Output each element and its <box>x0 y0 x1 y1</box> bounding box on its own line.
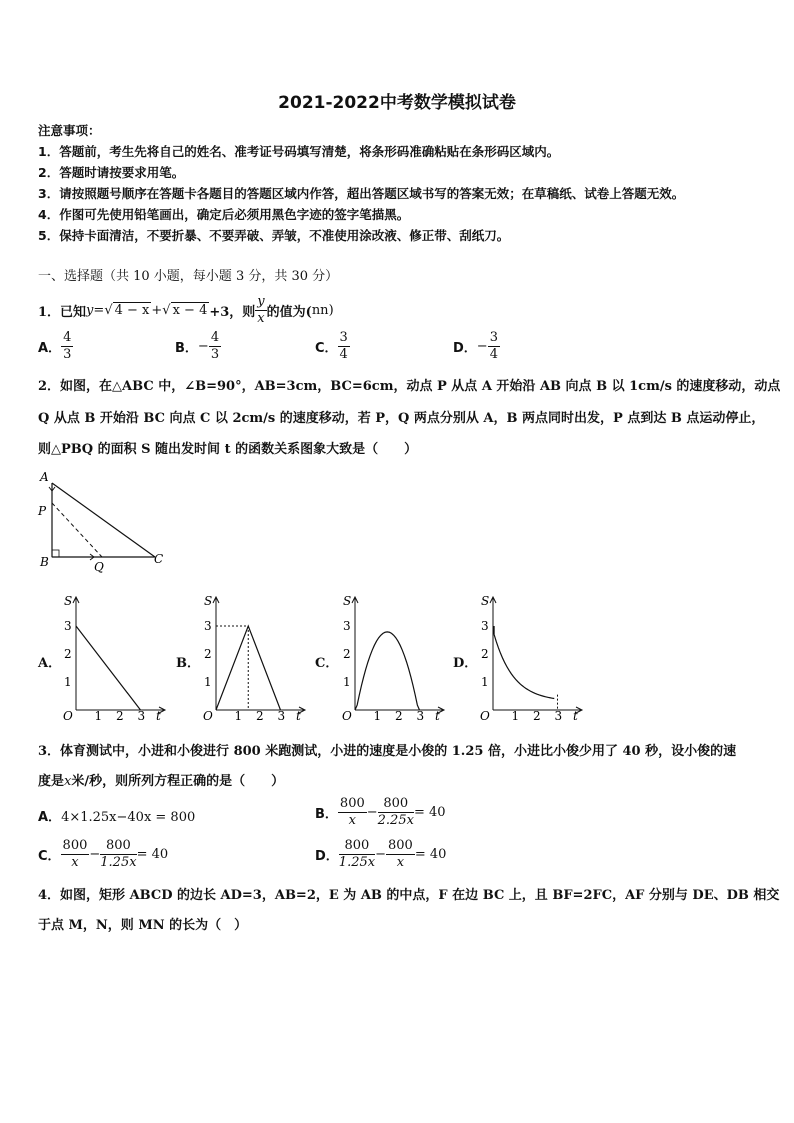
x-tick-label: 3 <box>554 709 563 722</box>
curve-line <box>355 632 420 710</box>
question-1 <box>38 290 334 330</box>
segment-pq <box>52 503 102 557</box>
notice-item-5: 5．保持卡面清洁，不要折暴、不要弄破、弄皱，不准使用涂改液、修正带、刮纸刀。 <box>38 228 510 243</box>
y-tick-label: 1 <box>343 675 351 689</box>
x-tick-label: 1 <box>511 709 520 722</box>
q1-y: y <box>86 302 94 318</box>
y-axis-label: S <box>64 594 73 608</box>
x-tick-label: 3 <box>277 709 286 722</box>
label-a: A <box>40 470 49 484</box>
x-axis-label: t <box>156 709 161 722</box>
x-axis-label: t <box>296 709 301 722</box>
y-axis-label: S <box>343 594 352 608</box>
q1-tail: +3，则 <box>209 304 256 320</box>
sqrt-icon: √ <box>104 302 113 318</box>
y-axis-label: S <box>204 594 213 608</box>
q3-line-2: 度是x米/秒，则所列方程正确的是（ ） <box>38 774 285 789</box>
notice-item-1: 1．答题前，考生先将自己的姓名、准考证号码填写清楚，将条形码准确粘贴在条形码区域内。 <box>38 144 560 159</box>
label-q: Q <box>94 560 104 574</box>
q3-option-c[interactable]: C． $\frac{800}{x}$ − $\frac{800}{1.25x}$ = 40 <box>38 838 169 870</box>
notice-heading: 注意事项： <box>38 123 101 138</box>
y-tick-label: 3 <box>481 619 489 633</box>
q2-line-2: Q 从点 B 开始沿 BC 向点 C 以 2cm/s 的速度移动，若 P，Q 两点分别从 A，B 两点同时出发，P 点到达 B 点运动停止， <box>38 411 765 426</box>
graph-c[interactable] <box>337 592 447 722</box>
right-angle-mark <box>52 550 59 557</box>
x-axis-label: t <box>573 709 578 722</box>
triangle-figure <box>30 465 180 575</box>
notice-item-4: 4．作图可先使用铅笔画出，确定后必须用黑色字迹的签字笔描黑。 <box>38 207 410 222</box>
q2-option-c-label[interactable]: C． <box>315 656 339 671</box>
x-tick-label: 3 <box>416 709 425 722</box>
q1-plus: + <box>151 302 163 318</box>
q4-line-1: 4．如图，矩形 ABCD 的边长 AD=3，AB=2，E 为 AB 的中点，F 在边 BC 上，且 BF=2FC，AF 分别与 DE、DB 相交 <box>38 888 780 903</box>
q4-line-2: 于点 M，N，则 MN 的长为（ ） <box>38 918 248 933</box>
q1-option-b[interactable]: B． − $\frac{4}{3}$ <box>175 330 220 362</box>
q1-fraction: $\frac{y}{x}$ <box>257 293 265 326</box>
x-tick-label: 3 <box>137 709 146 722</box>
x-tick-label: 2 <box>256 709 264 722</box>
q3-option-d[interactable]: D． $\frac{800}{1.25x}$ − $\frac{800}{x}$ = 40 <box>315 838 447 870</box>
y-tick-label: 3 <box>64 619 72 633</box>
q1-option-d[interactable]: D． − $\frac{3}{4}$ <box>453 330 498 362</box>
y-tick-label: 3 <box>343 619 351 633</box>
q1-blank: nn <box>311 302 329 318</box>
q2-option-b-label[interactable]: B． <box>176 656 200 671</box>
graph-d[interactable] <box>475 592 585 722</box>
origin-label: O <box>480 709 490 722</box>
label-b: B <box>40 555 49 569</box>
q3-option-a[interactable]: A．4×1.25x−40x = 800 <box>38 810 196 825</box>
q2-option-a-label[interactable]: A． <box>38 656 62 671</box>
graph-b[interactable] <box>198 592 308 722</box>
q1-eq: = <box>93 302 105 318</box>
q1-root1: 4 − x <box>114 303 150 318</box>
x-tick-label: 2 <box>116 709 124 722</box>
y-axis-label: S <box>481 594 490 608</box>
page-title: 2021-2022中考数学模拟试卷 <box>278 93 516 113</box>
x-tick-label: 1 <box>373 709 382 722</box>
x-axis-label: t <box>435 709 440 722</box>
origin-label: O <box>63 709 73 722</box>
y-tick-label: 2 <box>64 647 72 661</box>
origin-label: O <box>203 709 213 722</box>
origin-label: O <box>342 709 352 722</box>
notice-item-3: 3．请按照题号顺序在答题卡各题目的答题区域内作答，超出答题区域书写的答案无效；在草稿纸、试卷上答题无效。 <box>38 186 685 201</box>
x-tick-label: 2 <box>395 709 403 722</box>
sqrt-icon: √ <box>162 302 171 318</box>
q3-option-b[interactable]: B． $\frac{800}{x}$ − $\frac{800}{2.25x}$ = 40 <box>315 796 446 828</box>
q3-line-1: 3．体育测试中，小进和小俊进行 800 米跑测试，小进的速度是小俊的 1.25 倍，小进比小俊少用了 40 秒，设小俊的速 <box>38 744 737 759</box>
label-c: C <box>154 552 164 566</box>
q1-option-c[interactable]: C． $\frac{3}{4}$ <box>315 330 348 362</box>
q1-suffix: 的值为( <box>266 304 312 320</box>
graph-a[interactable] <box>58 592 168 722</box>
y-tick-label: 2 <box>343 647 351 661</box>
y-tick-label: 2 <box>204 647 212 661</box>
x-tick-label: 2 <box>533 709 541 722</box>
x-tick-label: 1 <box>94 709 103 722</box>
curve-line <box>494 634 554 698</box>
y-tick-label: 1 <box>64 675 72 689</box>
q1-option-a[interactable]: A． $\frac{4}{3}$ <box>38 330 72 362</box>
q2-option-d-label[interactable]: D． <box>453 656 478 671</box>
y-tick-label: 2 <box>481 647 489 661</box>
q2-line-3: 则△PBQ 的面积 S 随出发时间 t 的函数关系图象大致是（ ） <box>38 442 418 457</box>
q1-prefix: 1．已知 <box>38 304 87 320</box>
y-tick-label: 1 <box>481 675 489 689</box>
label-p: P <box>38 504 47 518</box>
q1-close: ) <box>328 302 334 318</box>
curve-line <box>76 626 141 710</box>
y-tick-label: 1 <box>204 675 212 689</box>
q1-root2: x − 4 <box>172 303 208 318</box>
section-heading: 一、选择题（共 10 小题，每小题 3 分，共 30 分） <box>38 269 339 284</box>
y-tick-label: 3 <box>204 619 212 633</box>
x-tick-label: 1 <box>234 709 243 722</box>
q2-line-1: 2．如图，在△ABC 中，∠B=90°，AB=3cm，BC=6cm，动点 P 从点 A 开始沿 AB 向点 B 以 1cm/s 的速度移动，动点 <box>38 379 781 394</box>
notice-item-2: 2．答题时请按要求用笔。 <box>38 165 185 180</box>
